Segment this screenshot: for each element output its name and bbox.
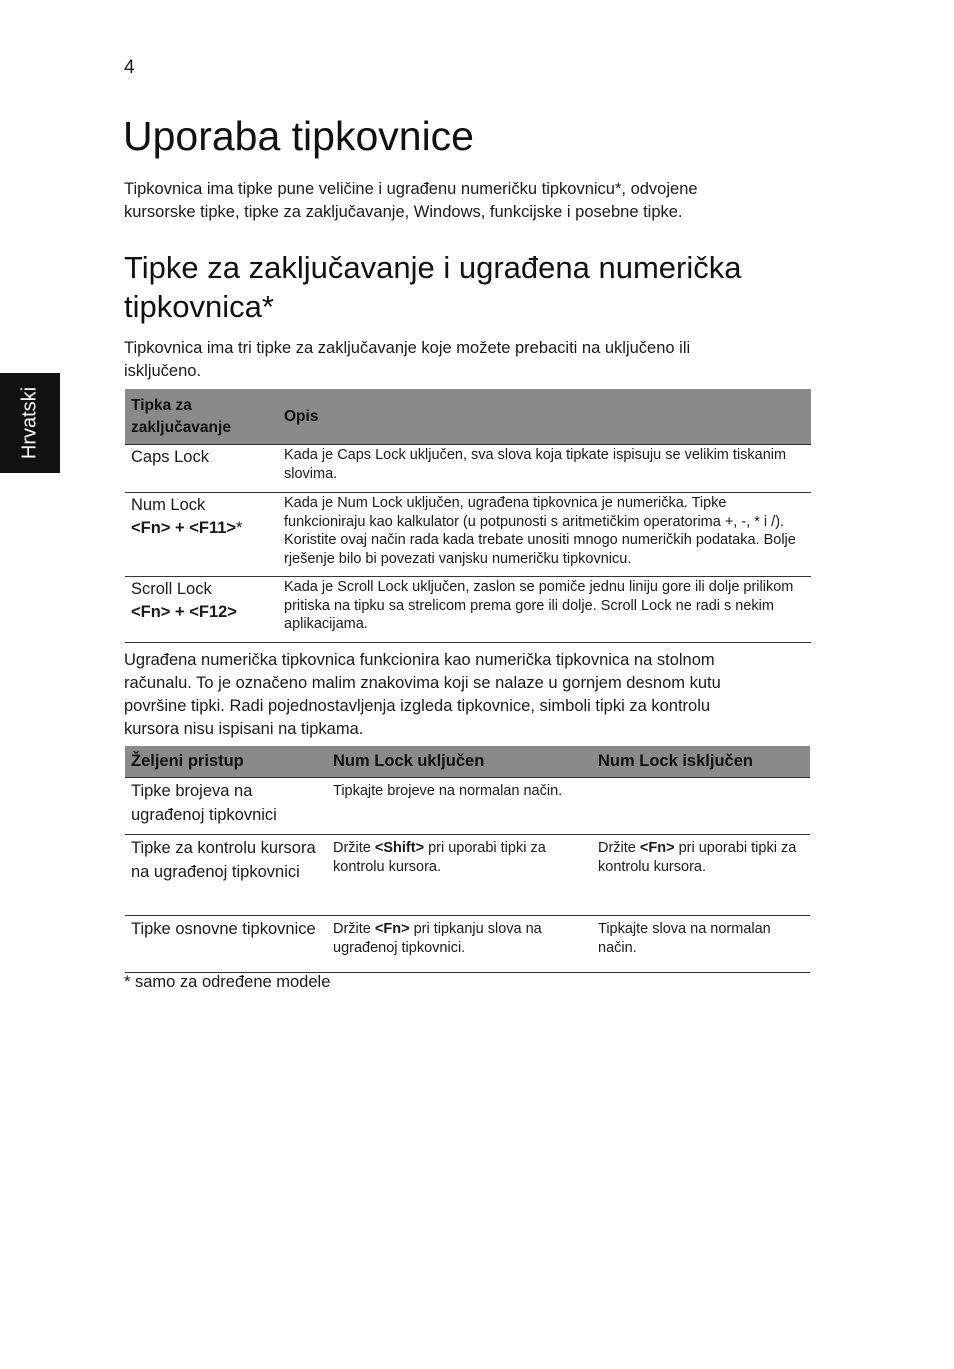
lock-desc-cell: Kada je Caps Lock uključen, sva slova koja tipkate ispisuju se velikim tiskanim slovima.: [278, 445, 811, 493]
header-description: Opis: [278, 389, 811, 445]
table-row: [125, 778, 810, 835]
header-numlock-on: Num Lock uključen: [327, 746, 592, 778]
lock-key-cell: Caps Lock: [125, 445, 278, 493]
table-row: [125, 445, 811, 493]
header-access: Željeni pristup: [125, 746, 327, 778]
numlock-off-cell: Držite <Fn> pri uporabi tipki za kontrolu kursora.: [592, 835, 810, 916]
access-table: [125, 746, 810, 973]
footnote: * samo za određene modele: [124, 973, 331, 991]
page-number: 4: [124, 57, 135, 78]
access-cell: Tipke za kontrolu kursora na ugrađenoj tipkovnici: [125, 835, 327, 916]
access-cell: Tipke osnovne tipkovnice: [125, 916, 327, 973]
table-row: [125, 493, 811, 577]
access-cell: Tipke brojeva na ugrađenoj tipkovnici: [125, 778, 327, 835]
numlock-off-cell: [592, 778, 810, 835]
section-title: Tipke za zaključavanje i ugrađena numerička tipkovnica*: [124, 250, 742, 324]
language-label: Hrvatski: [18, 386, 41, 460]
section-intro: Tipkovnica ima tri tipke za zaključavanje koje možete prebaciti na uključeno ili isključeno.: [124, 339, 691, 380]
numpad-paragraph: Ugrađena numerička tipkovnica funkcionira kao numerička tipkovnica na stolnom računalu. To je označeno malim znakovima koji se nalaze u gornjem desnom kutu površine tipki. Radi pojednostavljenja izgleda tipkovnice, simboli tipki za kontrolu kursora nisu ispisani na tipkama.: [124, 651, 721, 738]
shortcut-keys: <Fn> + <F11>: [131, 519, 237, 537]
lock-keys-table: [125, 389, 811, 643]
numlock-on-cell: Držite <Shift> pri uporabi tipki za kontrolu kursora.: [327, 835, 592, 916]
lock-key-cell: Num Lock <Fn> + <F11>*: [125, 493, 278, 577]
lock-key-cell: Scroll Lock <Fn> + <F12>: [125, 577, 278, 643]
table-header-row: [125, 746, 810, 778]
lock-desc-cell: Kada je Num Lock uključen, ugrađena tipkovnica je numerička. Tipke funkcioniraju kao kalkulator (u potpunosti s aritmetičkim operatorima +, -, * i /). Koristite ovaj način rada kada trebate unositi mnogo numeričkih podataka. Bolje rješenje bilo bi povezati vanjsku numeričku tipkovnicu.: [278, 493, 811, 577]
lock-desc-cell: Kada je Scroll Lock uključen, zaslon se pomiče jednu liniju gore ili dolje prilikom pritiska na tipku sa strelicom prema gore ili dolje. Scroll Lock ne radi s nekim aplikacijama.: [278, 577, 811, 643]
language-side-tab: [0, 373, 60, 473]
table-row: [125, 835, 810, 916]
numlock-on-cell: Držite <Fn> pri tipkanju slova na ugrađenoj tipkovnici.: [327, 916, 592, 973]
numlock-on-cell: Tipkajte brojeve na normalan način.: [327, 778, 592, 835]
intro-paragraph: Tipkovnica ima tipke pune veličine i ugrađenu numeričku tipkovnicu*, odvojene kursorske tipke, tipke za zaključavanje, Windows, funkcijske i posebne tipke.: [124, 180, 698, 221]
shortcut-keys: <Fn> + <F12>: [131, 603, 237, 621]
header-numlock-off: Num Lock isključen: [592, 746, 810, 778]
table-row: [125, 577, 811, 643]
table-header-row: [125, 389, 811, 445]
numlock-off-cell: Tipkajte slova na normalan način.: [592, 916, 810, 973]
page-title: Uporaba tipkovnice: [123, 113, 474, 159]
table-row: [125, 916, 810, 973]
header-lock-key: Tipka za zaključavanje: [125, 389, 278, 445]
